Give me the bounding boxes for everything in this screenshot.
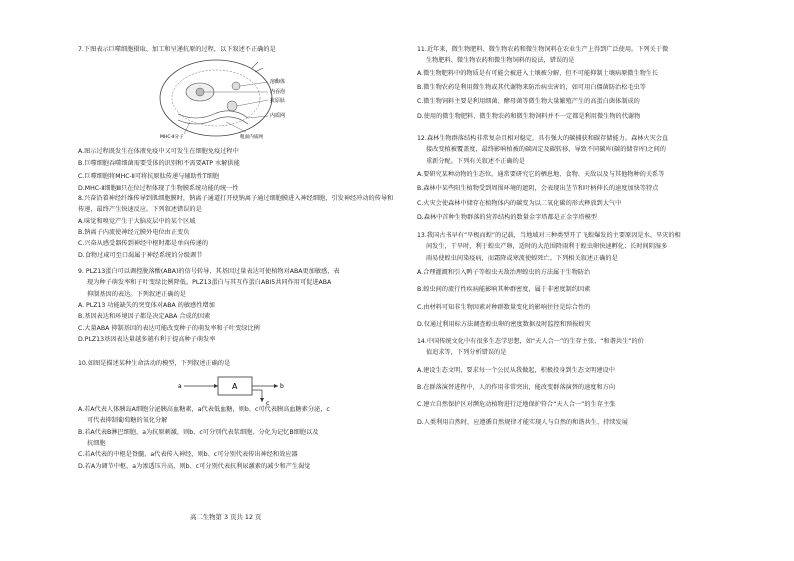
question-10 [78,360,378,368]
q13-option-c: C.由材料可知非生物因素对种群数量变化的影响往往是综合性的 [417,303,591,311]
question-12 [417,135,717,223]
q9-stem-1: 9. PLZ13蛋白可以调控脱落酸(ABA)的信号转导，其基因过量表达可使植物对ABA更加敏感，表 [78,268,340,275]
model-input-label: a [178,383,182,390]
page-footer: 高二生物第 3 页共 12 页 [190,513,262,521]
question-14 [417,338,717,427]
q8-option-d: D.食物过咸可至口渴属于神经系统的分级调节 [78,251,203,259]
q13-stem-3: 雨易使蝗虫间染疫病，而霜降或寒流使蝗死亡。下列相关叙述正确的是 [426,254,618,262]
model-output-b-label: b [280,383,284,390]
q7-option-a: A.图示过程既发生在体液免疫中又可发生在细胞免疫过程中 [78,148,239,155]
q14-option-c: C.建立自然保护区对濒危动植物进行迁地保护符合“天人合一”的生存主张 [417,401,616,409]
q10-option-c: C.若A代表的中枢是脊髓，a代表传入神经，则b、c可分别代表传出神经和效应器 [78,451,298,459]
q14-option-d: D.人类利用自然时，应遵循自然规律才能实现人与自然的和谐共生、持续发展 [417,418,628,426]
q12-option-a: A.要研究某种动物的生态位，通常要研究它的栖息地、食物、天敌以及与其他物种的关系等 [417,171,665,179]
q8-option-c: C.兴奋从感受器传到神经中枢时都是单向传递的 [78,240,209,248]
q10-stem: 10.如图是描述某种生命活动的模型，下列叙述正确的是 [78,360,231,367]
q13-option-b: B.蝗虫间的流行性疾病能影响其种群密度，属于非密度制约因素 [417,286,591,294]
fig-label-er: 内质网 [270,113,286,119]
fig-label-endosome: 内吞泡 [270,89,286,95]
q7-option-c: C.巨噬细胞将MHC-Ⅱ可将抗原肽传递与辅助性T细胞 [78,172,220,180]
q8-stem-1: 8.兴奋沿着神经纤维传导到肌细胞膜时，钠离子通道打开使钠离子通过细胞膜进入神经细胞，引发神经冲动的传导和 [78,195,394,202]
q9-stem-3: 抑制基因的表达。下列叙述正确的是 [87,290,186,298]
question-13 [417,232,717,330]
q8-stem-2: 传递，最终产生快速反应。下列叙述错误的是 [78,206,202,214]
question-10-options [78,406,378,471]
q7-option-b: B.巨噬细胞吞噬细菌需要受体的识别和不需要ATP 水解供能 [78,160,240,168]
q12-stem-3: 重新分配。下列有关叙述不正确的是 [426,157,525,165]
q8-option-b: B.钠离子内流使神经元膜外电位由正变负 [78,229,190,237]
q12-option-d: D.森林中首种生物群落的营养结构的数量金字塔都是正金字塔模型 [417,214,597,222]
q14-option-a: A.建设生态文明，要求每一个公民从我做起，积极投身到生态文明建设中 [417,366,615,374]
q11-stem-2: 生物肥料、微生物农药和微生物饲料的说法，错误的是 [426,57,575,65]
fig-label-lysosome: 溶酶体 [270,79,286,85]
fig-label-rough-er: 粗面内质网 [240,135,263,140]
q12-stem-2: 接改变植被覆盖度，最终影响植被的碳固定及碳转移，导致不同碳库(碳的储存库)之间的 [426,146,666,154]
model-output-c-label: c [266,400,270,406]
q10-option-a-1: A.若A代表人体胰岛A细胞分泌胰高血糖素，a代表低血糖，则b、c可代表胰高血糖素分泌，c [78,406,330,413]
q7-option-d: D.MHC-Ⅱ细胞Ⅲ只在位过程体现了生物膜系统功能的统一性 [78,185,239,193]
q12-option-c: C.火灾会使森林中储存在植物体内的碳变为以二氧化碳的形式释放到大气中 [417,199,622,207]
fig-label-mhc: MHC-Ⅱ分子 [160,135,184,140]
q12-option-b: B.森林中某些阳生植物受到周围环境的遮阴，会表现出茎节和叶柄伸长的速度加快等特点 [417,185,659,193]
q12-stem-1: 12.森林生物群落结构非常复杂且相对稳定，具有强大的碳捕获和碳存储能力。森林火灾会直 [417,135,669,142]
antigen-processing-figure [156,56,306,140]
question-9 [78,268,378,345]
q13-stem-2: 间发生，干旱时，利于蝗虫产卵，适时的大范围降雨利于蝗虫卵快速孵化；长时间阴湿多 [426,243,668,251]
q11-option-d: D.使用的微生物肥料、微生物农药和微生物饲料并不一定都是利用微生物的代谢物 [417,112,641,120]
q14-stem-2: 值追求等，下列分析错误的是 [426,349,507,357]
q11-option-a: A.微生物肥料中的物质是有可能会被进入土壤被分解，但不可能抑制土壤病原微生物生长 [417,69,659,77]
q11-option-c: C.微生物饲料主要是利用细菌、酵母菌等微生物大量繁殖产生的高蛋白菌体制成的 [417,98,640,106]
model-box-label: A [232,382,238,391]
question-11 [417,46,717,121]
q10-option-b-2: 抗细胞 [87,440,106,448]
q9-option-c: C.大量ABA 抑制基因的表达可能改变种子的萌发率和子叶变绿比例 [78,324,260,332]
life-activity-model-figure [178,372,288,406]
question-7-stem: 7.下图表示巨噬细胞摄取、加工和呈递抗原的过程，以下叙述不正确的是 [78,46,276,53]
q10-option-b-1: B.若A代表B淋巴细胞，a为抗原刺激，则b、c可分别代表浆细胞、分化为记忆B细胞以及 [78,428,319,436]
q14-option-b: B.在群落演替进程中，人的作用非常突出，能改变群落演替的速度和方向 [417,384,616,392]
q9-option-b: B.基因表达和环境因子都是决定ABA 合成的因素 [78,313,211,321]
q13-option-d: D.仅通过利用标方法调查蝗虫卵的密度数据及时监控和预报蝗灾 [417,321,591,329]
q13-stem-1: 13.我国古书早有“旱极而蝗”的记载，当地域对三种类型开了飞蝗爆发的主要原因是水、旱灾的相 [417,232,681,239]
q10-option-a-2: 可代表抑制葡萄糖的氧化分解 [87,417,168,425]
question-7-options [78,148,378,193]
question-8 [78,195,394,260]
q9-option-a: A. PLZ13 功能缺失的突变体对ABA 的敏感性增加 [78,302,215,310]
question-7 [78,46,378,54]
q9-stem-2: 现为种子萌发率和子叶变绿比例降低。PLZ13蛋白与其互作蛋白ABI5共同作用可促进ABA [87,279,332,287]
q10-option-d: D.若A为调节中枢，a为渗透压升高，则b、c可分别代表抗利尿激素的减少和产生渴觉 [78,462,311,470]
q14-stem-1: 14.中国传统文化中有很多生态学思想，如“天人合一”的生存主张、“和谐共生”的价 [417,338,644,345]
q11-option-b: B.微生物农药是利用微生物或其代谢物来防治病虫害的，如可用白僵菌防治松毛虫等 [417,84,646,92]
q8-option-a: A.味觉和嗅觉产生于大脑皮层中的某个区域 [78,217,196,225]
q9-option-d: D.PLZ13基因表达量越多越有利于提高种子萌发率 [78,336,216,344]
q11-stem-1: 11.近年来，微生物肥料、微生物农药和微生物饲料在农业生产上得到广泛使用。下列关于微 [417,46,669,53]
fig-label-antigen-peptide: 抗原肽 [270,98,286,104]
q13-option-a: A.合理灌溉和引入鸭子等蝗虫天敌治理蝗虫的方法属于生物防治 [417,269,591,277]
